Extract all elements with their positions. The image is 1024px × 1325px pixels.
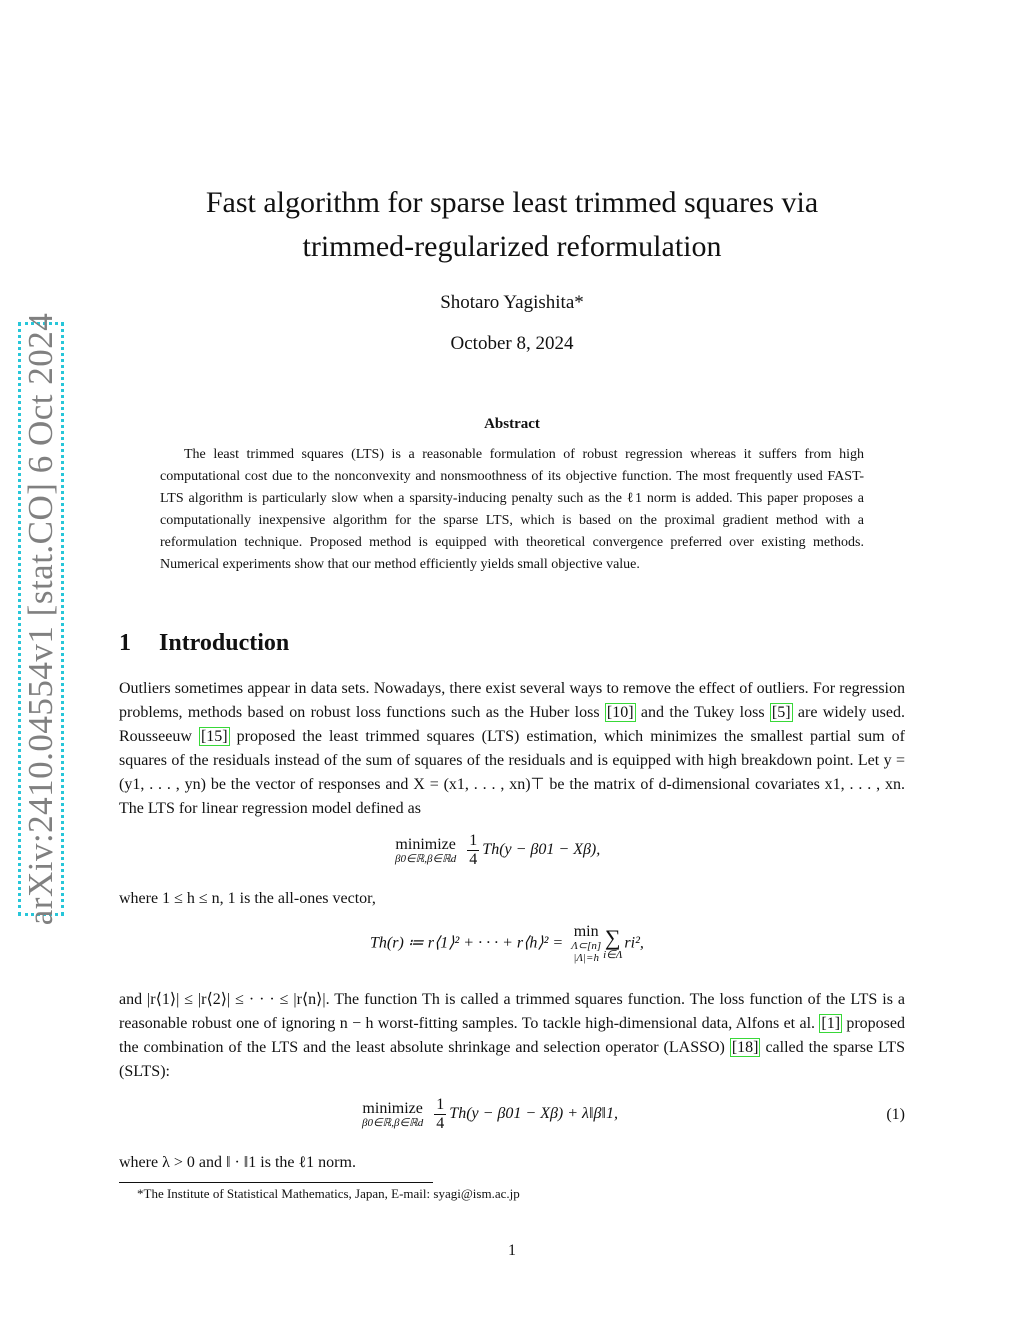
- slts-objective: Th(y − β01 − Xβ) + λ‖β‖1,: [449, 1105, 618, 1123]
- citation-link-15[interactable]: [15]: [200, 728, 228, 745]
- equation-trimmed-squares: [370, 924, 644, 964]
- paper-title-line-1: Fast algorithm for sparse least trimmed squares via: [205, 186, 819, 219]
- intro-paragraph-2: where 1 ≤ h ≤ n, 1 is the all-ones vector,: [119, 890, 376, 907]
- citation-link-18[interactable]: [18]: [731, 1039, 759, 1056]
- intro-paragraph-4: where λ > 0 and ‖ · ‖1 is the ℓ1 norm.: [119, 1154, 356, 1171]
- citation-link-10[interactable]: [10]: [606, 704, 634, 721]
- equation-number: (1): [886, 1106, 905, 1123]
- equation-sparse-lts: [362, 1096, 618, 1133]
- arxiv-identifier: arXiv:2410.04554v1 [stat.CO] 6 Oct 2024: [21, 312, 60, 926]
- equation-lts: [395, 832, 600, 869]
- footnote-affiliation: *The Institute of Statistical Mathematics, Japan, E-mail: syagi@ism.ac.jp: [137, 1186, 520, 1201]
- abstract-body: The least trimmed squares (LTS) is a reasonable formulation of robust regression whereas it suffers from high computational cost due to the nonconvexity and nonsmoothness of its objective function. The most frequently used FAST-LTS algorithm is particularly slow when a sparsity-inducing penalty such as the ℓ1 norm is added. This paper proposes a computationally inexpensive algorithm for the sparse LTS, which is based on the proximal gradient method with a reformulation technique. Proposed method is equipped with theoretical convergence preferred over existing methods. Numerical experiments show that our method efficiently yields small objective value.: [160, 447, 864, 572]
- trimmed-squares-rhs: ri²,: [624, 934, 644, 952]
- min-operator: min Λ⊂[n] |Λ|=h: [571, 923, 602, 964]
- para1-text-3: are widely used. Rousseeuw: [119, 704, 905, 745]
- sum-operator: ∑ i∈Λ: [603, 925, 623, 961]
- para1-text-1: Outliers sometimes appear in data sets. Nowadays, there exist several ways to remove the effect of outliers. For regression problems, methods based on robust loss functions such as the Huber loss: [119, 680, 905, 721]
- abstract-heading: Abstract: [484, 416, 540, 432]
- para3-text-1: and |r⟨1⟩| ≤ |r⟨2⟩| ≤ · · · ≤ |r⟨n⟩|. The function Th is called a trimmed squares function. The loss function of the LTS is a reasonable robust one of ignoring n − h worst-fitting samples. To tackle high-dimensional data, Alfons et al.: [119, 991, 905, 1032]
- citation-link-5[interactable]: [5]: [771, 704, 791, 721]
- minimize-operator: minimize β0∈ℝ,β∈ℝd: [395, 835, 457, 865]
- minimize-operator: minimize β0∈ℝ,β∈ℝd: [362, 1099, 424, 1129]
- intro-paragraph-1: [119, 677, 905, 821]
- para3-text-2: proposed the combination of the LTS and the least absolute shrinkage and selection operator (LASSO): [119, 1015, 906, 1056]
- intro-paragraph-3: [119, 988, 905, 1084]
- para1-text-4: proposed the least trimmed squares (LTS) estimation, which minimizes the smallest partial sum of squares of the residuals instead of the sum of squares of the residuals and is equipped with high breakdown point. Let y = (y1, . . . , yn) be the vector of responses and X = (x1, . . . , xn)⊤ be the matrix of d-dimensional covariates x1, . . . , xn. The LTS for linear regression model defined as: [119, 728, 905, 817]
- section-title: Introduction: [159, 630, 290, 656]
- para3-text-3: called the sparse LTS (SLTS):: [119, 1039, 905, 1080]
- section-number: 1: [119, 630, 131, 656]
- paper-title-line-2: trimmed-regularized reformulation: [302, 230, 722, 263]
- para1-text-2: and the Tukey loss: [635, 704, 770, 721]
- footnote-rule: [119, 1182, 433, 1183]
- citation-link-1[interactable]: [1]: [821, 1015, 841, 1032]
- fraction-one-quarter: $\frac{1}{4}$: [469, 832, 478, 868]
- page-number: 1: [508, 1242, 516, 1259]
- author: Shotaro Yagishita*: [440, 292, 584, 313]
- section-heading: [119, 630, 289, 657]
- lts-objective: Th(y − β01 − Xβ),: [482, 841, 601, 859]
- arxiv-side-stamp[interactable]: [18, 312, 64, 926]
- trimmed-squares-lhs: Th(r) ≔ r⟨1⟩² + · · · + r⟨h⟩² =: [370, 934, 564, 952]
- date: October 8, 2024: [450, 333, 574, 354]
- fraction-one-quarter: $\frac{1}{4}$: [436, 1096, 445, 1132]
